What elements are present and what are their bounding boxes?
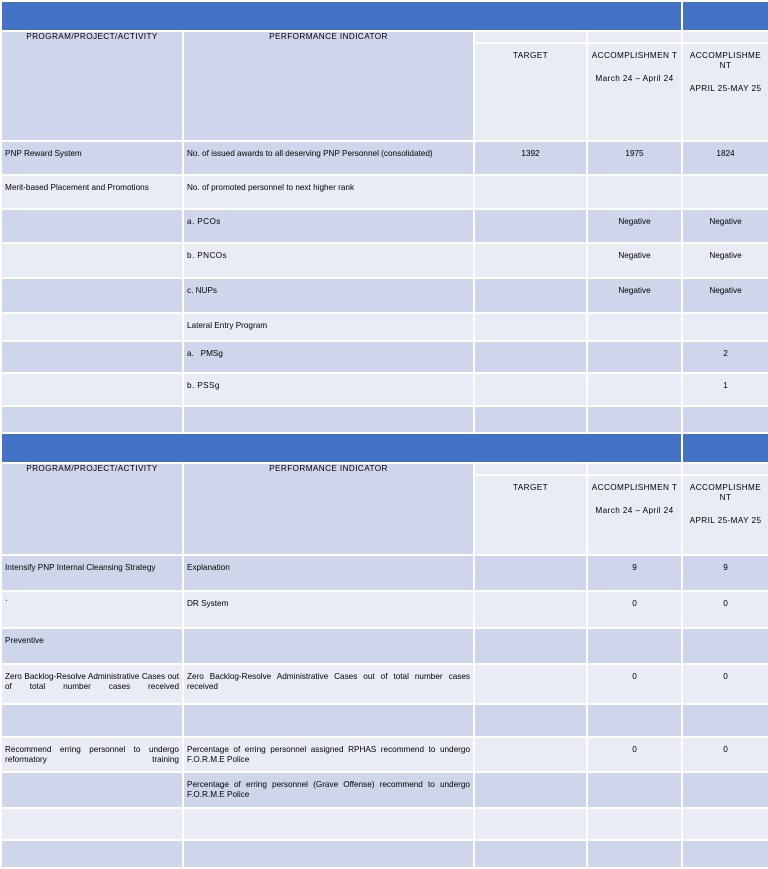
target-header: TARGET (474, 43, 587, 141)
accomplishment-1-cell (587, 808, 682, 840)
target-cell (474, 840, 587, 868)
accomplishment-1-period: March 24 – April 24 (595, 74, 674, 83)
accomplishment-1-cell: 1975 (587, 141, 682, 175)
accomplishment-1-cell (587, 175, 682, 209)
target-cell (474, 808, 587, 840)
accomplishment-2-cell: 2 (682, 341, 768, 373)
accomplishment-1-cell: 0 (587, 737, 682, 772)
indicator-cell: b. PSSg (183, 373, 474, 406)
program-cell: ` (1, 591, 183, 628)
accomplishment-1-cell: 0 (587, 591, 682, 628)
program-cell (1, 373, 183, 406)
indicator-cell: b. PNCOs (183, 243, 474, 278)
title-bar (1, 1, 768, 31)
program-cell (1, 243, 183, 278)
header-spacer (474, 463, 587, 475)
accomplishment-2-header: ACCOMPLISHME NT APRIL 25-MAY 25 (682, 43, 768, 141)
table-row (1, 737, 768, 772)
table-row (1, 704, 768, 737)
target-cell (474, 175, 587, 209)
accomplishment-1-cell (587, 840, 682, 868)
program-cell (1, 313, 183, 341)
program-cell (1, 772, 183, 808)
accomplishment-2-cell: 1 (682, 373, 768, 406)
target-cell (474, 373, 587, 406)
accomplishment-1-cell: Negative (587, 209, 682, 243)
title-bar (1, 433, 768, 463)
indicator-cell: No. of issued awards to all deserving PNP Personnel (consolidated) (183, 141, 474, 175)
accomplishment-2-cell: 0 (682, 591, 768, 628)
target-cell (474, 341, 587, 373)
program-cell: Preventive (1, 628, 183, 664)
table-row (1, 278, 768, 313)
indicator-cell: Explanation (183, 555, 474, 591)
table-row (1, 341, 768, 373)
header-spacer (587, 463, 682, 475)
indicator-header: PERFORMANCE INDICATOR (183, 31, 474, 141)
title-bar-right (682, 433, 768, 463)
table-row (1, 808, 768, 840)
accomplishment-2-cell: 0 (682, 737, 768, 772)
accomplishment-1-cell (587, 313, 682, 341)
accomplishment-2-period: APRIL 25-MAY 25 (689, 84, 762, 93)
table-row (1, 664, 768, 704)
target-cell (474, 628, 587, 664)
performance-table-2 (0, 432, 768, 869)
target-cell (474, 772, 587, 808)
indicator-cell: Lateral Entry Program (183, 313, 474, 341)
indicator-cell: a. PCOs (183, 209, 474, 243)
target-cell (474, 591, 587, 628)
accomplishment-2-cell (682, 772, 768, 808)
target-cell (474, 209, 587, 243)
accomplishment-2-cell: Negative (682, 243, 768, 278)
table-row (1, 373, 768, 406)
accomplishment-1-cell: Negative (587, 243, 682, 278)
table-row (1, 406, 768, 433)
indicator-cell (183, 808, 474, 840)
indicator-cell (183, 406, 474, 433)
indicator-cell (183, 704, 474, 737)
title-bar-right (682, 1, 768, 31)
accomplishment-2-cell: 9 (682, 555, 768, 591)
title-bar-main (1, 433, 682, 463)
indicator-cell: c. NUPs (183, 278, 474, 313)
accomplishment-2-cell (682, 406, 768, 433)
indicator-cell (183, 628, 474, 664)
accomplishment-2-cell (682, 808, 768, 840)
program-cell (1, 278, 183, 313)
column-header-row (1, 31, 768, 43)
table-row (1, 555, 768, 591)
accomplishment-1-cell: 9 (587, 555, 682, 591)
target-cell (474, 243, 587, 278)
accomplishment-2-cell (682, 313, 768, 341)
indicator-cell: a. PMSg (183, 341, 474, 373)
program-cell (1, 209, 183, 243)
indicator-cell: DR System (183, 591, 474, 628)
target-header: TARGET (474, 475, 587, 555)
program-cell: Zero Backlog-Resolve Administrative Cases out of total number cases received (1, 664, 183, 704)
table-row (1, 840, 768, 868)
accomplishment-2-cell: 0 (682, 664, 768, 704)
accomplishment-1-cell (587, 628, 682, 664)
table-row (1, 591, 768, 628)
title-bar-main (1, 1, 682, 31)
indicator-cell (183, 840, 474, 868)
accomplishment-1-header: ACCOMPLISHMEN T March 24 – April 24 (587, 43, 682, 141)
program-header: PROGRAM/PROJECT/ACTIVITY (1, 31, 183, 141)
column-header-row (1, 463, 768, 475)
accomplishment-2-cell: 1824 (682, 141, 768, 175)
program-cell (1, 406, 183, 433)
accomplishment-1-cell: Negative (587, 278, 682, 313)
target-cell: 1392 (474, 141, 587, 175)
program-cell: Recommend erring personnel to undergo reformatory training (1, 737, 183, 772)
accomplishment-2-cell (682, 175, 768, 209)
target-cell (474, 664, 587, 704)
table-row (1, 313, 768, 341)
header-spacer (474, 31, 587, 43)
target-cell (474, 278, 587, 313)
accomplishment-1-cell (587, 341, 682, 373)
accomplishment-1-cell (587, 373, 682, 406)
accomplishment-2-cell (682, 704, 768, 737)
accomplishment-2-cell: Negative (682, 278, 768, 313)
accomplishment-1-cell: 0 (587, 664, 682, 704)
accomplishment-2-period: APRIL 25-MAY 25 (689, 516, 762, 525)
table-row (1, 209, 768, 243)
program-cell: Merit-based Placement and Promotions (1, 175, 183, 209)
target-cell (474, 313, 587, 341)
header-spacer (587, 31, 682, 43)
performance-table-1 (0, 0, 768, 434)
accomplishment-2-cell (682, 840, 768, 868)
accomplishment-1-cell (587, 772, 682, 808)
indicator-cell: Percentage of erring personnel assigned RPHAS recommend to undergo F.O.R.M.E Police (183, 737, 474, 772)
table-row (1, 141, 768, 175)
indicator-cell: Percentage of erring personnel (Grave Offense) recommend to undergo F.O.R.M.E Police (183, 772, 474, 808)
table-row (1, 772, 768, 808)
indicator-header: PERFORMANCE INDICATOR (183, 463, 474, 555)
accomplishment-1-period: March 24 – April 24 (595, 506, 674, 515)
table-row (1, 175, 768, 209)
target-cell (474, 555, 587, 591)
target-cell (474, 737, 587, 772)
indicator-cell: No. of promoted personnel to next higher rank (183, 175, 474, 209)
accomplishment-2-cell: Negative (682, 209, 768, 243)
program-cell (1, 341, 183, 373)
program-cell (1, 808, 183, 840)
program-cell (1, 704, 183, 737)
program-cell: PNP Reward System (1, 141, 183, 175)
header-spacer (682, 31, 768, 43)
program-cell: Intensify PNP Internal Cleansing Strategy (1, 555, 183, 591)
table-row (1, 243, 768, 278)
accomplishment-1-header: ACCOMPLISHMEN T March 24 – April 24 (587, 475, 682, 555)
indicator-cell: Zero Backlog-Resolve Administrative Cases out of total number cases received (183, 664, 474, 704)
program-header: PROGRAM/PROJECT/ACTIVITY (1, 463, 183, 555)
accomplishment-1-cell (587, 704, 682, 737)
program-cell (1, 840, 183, 868)
accomplishment-2-cell (682, 628, 768, 664)
table-row (1, 628, 768, 664)
target-cell (474, 704, 587, 737)
accomplishment-1-cell (587, 406, 682, 433)
accomplishment-2-header: ACCOMPLISHME NT APRIL 25-MAY 25 (682, 475, 768, 555)
target-cell (474, 406, 587, 433)
header-spacer (682, 463, 768, 475)
